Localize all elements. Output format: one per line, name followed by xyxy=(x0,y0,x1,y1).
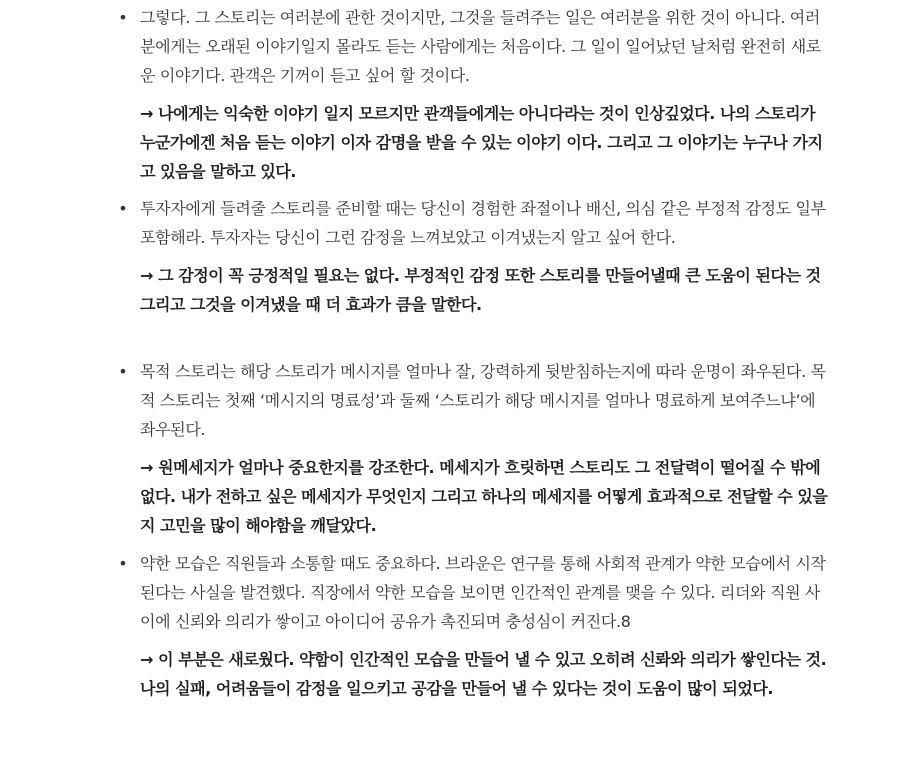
quote-paragraph: 목적 스토리는 해당 스토리가 메시지를 얼마나 잘, 강력하게 뒷받침하는지에 따라 운명이 좌우된다. 목적 스토리는 첫째 ‘메시지의 명료성’과 둘째 ‘스토리가 해당 메시지를 얼마나 명료하게 보여주느냐’에 좌우된다. xyxy=(140,362,826,439)
reflection-paragraph: → 나에게는 익숙한 이야기 일지 모르지만 관객들에게는 아니다라는 것이 인상깊었다. 나의 스토리가 누군가에겐 처음 듣는 이야기 이자 감명을 받을 수 있는 이야기 이다. 그리고 그 이야기는 누구나 가지고 있음을 말하고 있다. xyxy=(140,104,823,181)
list-item xyxy=(118,549,830,703)
bullet-marker: • xyxy=(118,362,128,381)
list-item xyxy=(118,194,830,319)
reflection-paragraph: → 원메세지가 얼마나 중요한지를 강조한다. 메세지가 흐릿하면 스토리도 그 전달력이 떨어질 수 밖에 없다. 내가 전하고 싶은 메세지가 무엇인지 그리고 하나의 메세지를 어떻게 효과적으로 전달할 수 있을지 고민을 많이 해야함을 깨달았다. xyxy=(140,458,828,535)
list-item xyxy=(118,357,830,540)
reflection-paragraph: → 이 부분은 새로웠다. 약함이 인간적인 모습을 만들어 낼 수 있고 오히려 신롸와 의리가 쌓인다는 것. 나의 실패, 어려움들이 감정을 일으키고 공감을 만들어 낼 수 있다는 것이 도움이 많이 되었다. xyxy=(140,650,827,698)
bullet-marker: • xyxy=(118,8,128,27)
bullet-marker: • xyxy=(118,199,128,218)
quote-paragraph: 약한 모습은 직원들과 소통할 때도 중요하다. 브라운은 연구를 통해 사회적 관계가 약한 모습에서 시작된다는 사실을 발견했다. 직장에서 약한 모습을 보이면 인간적인 관계를 맺을 수 있다. 리더와 직원 사이에 신뢰와 의리가 쌓이고 아이디어 공유가 촉진되며 충성심이 커진다.8 xyxy=(140,554,826,631)
reflection-paragraph: → 그 감정이 꼭 긍정적일 필요는 없다. 부정적인 감정 또한 스토리를 만들어낼때 큰 도움이 된다는 것 그리고 그것을 이겨냈을 때 더 효과가 큼을 말한다. xyxy=(140,266,821,314)
quote-paragraph: 그렇다. 그 스토리는 여러분에 관한 것이지만, 그것을 들려주는 일은 여러분을 위한 것이 아니다. 여러분에게는 오래된 이야기일지 몰라도 듣는 사람에게는 처음이다. 그 일이 일어났던 날처럼 완전히 새로운 이야기다. 관객은 기꺼이 듣고 싶어 할 것이다. xyxy=(140,8,821,85)
quote-paragraph: 투자자에게 들려줄 스토리를 준비할 때는 당신이 경험한 좌절이나 배신, 의심 같은 부정적 감정도 일부 포함해라. 투자자는 당신이 그런 감정을 느껴보았고 이겨냈는지 알고 싶어 한다. xyxy=(140,199,826,247)
list-item xyxy=(118,3,830,186)
bullet-marker: • xyxy=(118,554,128,573)
